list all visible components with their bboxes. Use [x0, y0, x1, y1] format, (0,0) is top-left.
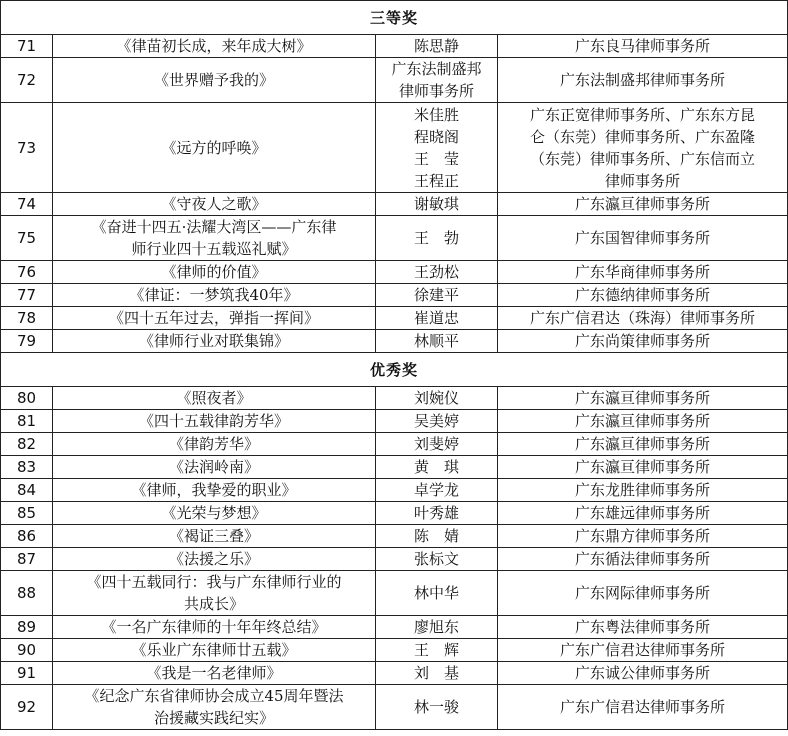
entry-number: 76: [1, 261, 53, 284]
entry-number: 74: [1, 193, 53, 216]
entry-author-line: 林一骏: [413, 698, 459, 716]
entry-firm: [498, 548, 788, 571]
table-row: [1, 330, 788, 353]
entry-title-line: 《光荣与梦想》: [161, 504, 267, 522]
entry-author-line: 王程正: [413, 171, 459, 190]
entry-firm: [498, 525, 788, 548]
table-row: [1, 502, 788, 525]
table-row: [1, 456, 788, 479]
entry-author-line: 陈 婧: [413, 527, 459, 545]
entry-title-line: 《律苗初长成，来年成大树》: [116, 37, 312, 55]
entry-number: 90: [1, 639, 53, 662]
entry-firm-line: 律师事务所: [605, 171, 681, 190]
table-row: [1, 387, 788, 410]
entry-firm-line: 广东鼎方律师事务所: [575, 527, 711, 545]
entry-author-line: 广东法制盛邦: [391, 60, 482, 78]
entry-number: 71: [1, 35, 53, 58]
entry-number: 83: [1, 456, 53, 479]
entry-number: 89: [1, 616, 53, 639]
entry-author: [376, 387, 498, 410]
entry-title: [53, 662, 376, 685]
entry-firm-line: 广东法制盛邦律师事务所: [560, 71, 726, 89]
entry-author: [376, 330, 498, 353]
entry-firm-line: 广东正宽律师事务所、广东东方昆: [530, 105, 756, 124]
entry-author: [376, 103, 498, 193]
entry-author: [376, 548, 498, 571]
entry-firm: [498, 410, 788, 433]
entry-author-line: 张标文: [413, 550, 459, 568]
entry-firm-line: 广东华商律师事务所: [575, 263, 711, 281]
entry-title: [53, 410, 376, 433]
entry-title: [53, 330, 376, 353]
entry-firm-line: 广东广信君达律师事务所: [560, 698, 726, 716]
entry-author-line: 刘 基: [413, 664, 459, 682]
entry-author-line: 黄 琪: [413, 458, 459, 476]
entry-author: [376, 571, 498, 616]
entry-number: 92: [1, 685, 53, 730]
entry-number: 78: [1, 307, 53, 330]
entry-author: [376, 639, 498, 662]
entry-author-line: 崔道忠: [413, 309, 459, 327]
entry-title-line: 共成长》: [183, 595, 244, 613]
entry-firm: [498, 387, 788, 410]
table-row: [1, 284, 788, 307]
entry-firm-line: 广东德纳律师事务所: [575, 286, 711, 304]
entry-author: [376, 35, 498, 58]
entry-author: [376, 685, 498, 730]
entry-title-line: 《一名广东律师的十年年终总结》: [101, 618, 327, 636]
entry-title: [53, 639, 376, 662]
entry-firm: [498, 456, 788, 479]
entry-author: [376, 502, 498, 525]
entry-author: [376, 193, 498, 216]
entry-firm-line: 广东循法律师事务所: [575, 550, 711, 568]
entry-firm: [498, 330, 788, 353]
entry-firm: [498, 479, 788, 502]
table-row: [1, 616, 788, 639]
entry-author-line: 吴美婷: [413, 412, 459, 430]
entry-title-line: 《乐业广东律师廿五载》: [131, 641, 297, 659]
entry-author-line: 刘斐婷: [413, 435, 459, 453]
entry-firm-line: 广东瀛亘律师事务所: [575, 195, 711, 213]
table-row: [1, 685, 788, 730]
table-row: [1, 35, 788, 58]
entry-title: [53, 548, 376, 571]
entry-firm: [498, 103, 788, 193]
entry-title-line: 《四十五载律韵芳华》: [138, 412, 289, 430]
entry-number: 75: [1, 216, 53, 261]
table-row: [1, 103, 788, 193]
table-row: [1, 58, 788, 103]
entry-title: [53, 193, 376, 216]
table-row: [1, 261, 788, 284]
entry-author-line: 王 莹: [413, 149, 459, 168]
entry-author: [376, 216, 498, 261]
table-row: [1, 662, 788, 685]
entry-number: 85: [1, 502, 53, 525]
entry-firm: [498, 502, 788, 525]
entry-title-line: 《律韵芳华》: [168, 435, 259, 453]
entry-author-line: 林顺平: [413, 332, 459, 350]
entry-author-line: 卓学龙: [413, 481, 459, 499]
entry-title: [53, 387, 376, 410]
entry-firm-line: 广东瀛亘律师事务所: [575, 412, 711, 430]
entry-author-line: 王 勃: [413, 229, 459, 247]
entry-firm: [498, 35, 788, 58]
entry-firm: [498, 261, 788, 284]
entry-title: [53, 571, 376, 616]
entry-title: [53, 479, 376, 502]
entry-title-line: 《远方的呼唤》: [161, 138, 267, 157]
entry-firm-line: 广东广信君达（珠海）律师事务所: [530, 309, 756, 327]
entry-title-line: 《褐证三叠》: [168, 527, 259, 545]
entry-title-line: 《法润岭南》: [168, 458, 259, 476]
entry-firm: [498, 307, 788, 330]
entry-number: 73: [1, 103, 53, 193]
entry-title: [53, 58, 376, 103]
entry-firm-line: 广东雄远律师事务所: [575, 504, 711, 522]
table-row: [1, 639, 788, 662]
entry-author: [376, 284, 498, 307]
entry-title: [53, 103, 376, 193]
entry-title: [53, 456, 376, 479]
entry-title-line: 《律师，我挚爱的职业》: [131, 481, 297, 499]
entry-author-line: 王劲松: [413, 263, 459, 281]
entry-firm: [498, 193, 788, 216]
table-row: [1, 548, 788, 571]
entry-title: [53, 685, 376, 730]
entry-author-line: 陈思静: [413, 37, 459, 55]
entry-author: [376, 433, 498, 456]
entry-author-line: 徐建平: [413, 286, 459, 304]
entry-author-line: 程晓阁: [413, 127, 459, 146]
entry-author: [376, 58, 498, 103]
entry-title: [53, 261, 376, 284]
entry-author: [376, 261, 498, 284]
entry-title: [53, 616, 376, 639]
entry-firm: [498, 639, 788, 662]
entry-firm-line: 广东粤法律师事务所: [575, 618, 711, 636]
entry-firm-line: 广东尚策律师事务所: [575, 332, 711, 350]
entry-title-line: 《奋进十四五·法耀大湾区——广东律: [91, 218, 337, 236]
entry-firm-line: 广东广信君达律师事务所: [560, 641, 726, 659]
entry-firm-line: 广东诚公律师事务所: [575, 664, 711, 682]
entry-title-line: 《律师的价值》: [161, 263, 267, 281]
entry-author: [376, 410, 498, 433]
entry-firm: [498, 216, 788, 261]
entry-number: 77: [1, 284, 53, 307]
entry-number: 80: [1, 387, 53, 410]
entry-title: [53, 502, 376, 525]
awards-table-body: [1, 1, 788, 730]
entry-title-line: 《守夜人之歌》: [161, 195, 267, 213]
table-row: [1, 307, 788, 330]
entry-author-line: 叶秀雄: [413, 504, 459, 522]
table-row: [1, 525, 788, 548]
table-row: [1, 216, 788, 261]
entry-author: [376, 662, 498, 685]
entry-author: [376, 616, 498, 639]
entry-title: [53, 216, 376, 261]
entry-title: [53, 433, 376, 456]
entry-number: 72: [1, 58, 53, 103]
entry-number: 81: [1, 410, 53, 433]
entry-firm-line: 广东瀛亘律师事务所: [575, 389, 711, 407]
entry-title-line: 《纪念广东省律师协会成立45周年暨法: [84, 687, 344, 705]
section-header-row: [1, 1, 788, 35]
entry-title: [53, 284, 376, 307]
entry-number: 88: [1, 571, 53, 616]
section-title: 三等奖: [1, 1, 788, 35]
entry-title-line: 《照夜者》: [176, 389, 252, 407]
entry-title-line: 《世界赠予我的》: [153, 71, 274, 89]
entry-author: [376, 479, 498, 502]
entry-title: [53, 525, 376, 548]
entry-number: 86: [1, 525, 53, 548]
entry-title-line: 《律证：一梦筑我40年》: [129, 286, 299, 304]
entry-number: 84: [1, 479, 53, 502]
entry-firm-line: 仑（东莞）律师事务所、广东盈隆: [530, 127, 756, 146]
entry-number: 82: [1, 433, 53, 456]
entry-author-line: 王 辉: [413, 641, 459, 659]
entry-firm-line: 广东网际律师事务所: [575, 584, 711, 602]
table-row: [1, 479, 788, 502]
table-row: [1, 410, 788, 433]
entry-title-line: 治援藏实践纪实》: [153, 709, 274, 727]
entry-author-line: 林中华: [413, 584, 459, 602]
table-row: [1, 433, 788, 456]
section-title: 优秀奖: [1, 353, 788, 387]
entry-firm-line: 广东瀛亘律师事务所: [575, 435, 711, 453]
entry-title: [53, 35, 376, 58]
entry-author-line: 廖旭东: [413, 618, 459, 636]
entry-author: [376, 525, 498, 548]
entry-author-line: 刘婉仪: [413, 389, 459, 407]
entry-title-line: 师行业四十五载巡礼赋》: [131, 240, 297, 258]
entry-author: [376, 307, 498, 330]
entry-firm: [498, 58, 788, 103]
entry-firm-line: 广东龙胜律师事务所: [575, 481, 711, 499]
table-row: [1, 193, 788, 216]
entry-firm: [498, 685, 788, 730]
entry-title: [53, 307, 376, 330]
entry-title-line: 《法援之乐》: [168, 550, 259, 568]
entry-firm: [498, 433, 788, 456]
entry-title-line: 《四十五年过去，弹指一挥间》: [108, 309, 319, 327]
entry-title-line: 《我是一名老律师》: [146, 664, 282, 682]
entry-title-line: 《四十五载同行：我与广东律师行业的: [86, 573, 342, 591]
entry-author-line: 米佳胜: [413, 105, 459, 124]
entry-number: 91: [1, 662, 53, 685]
entry-firm: [498, 284, 788, 307]
entry-firm-line: 广东瀛亘律师事务所: [575, 458, 711, 476]
entry-firm: [498, 616, 788, 639]
entry-author-line: 律师事务所: [398, 82, 474, 100]
entry-firm-line: 广东良马律师事务所: [575, 37, 711, 55]
table-row: [1, 571, 788, 616]
section-header-row: [1, 353, 788, 387]
entry-title-line: 《律师行业对联集锦》: [138, 332, 289, 350]
entry-firm: [498, 662, 788, 685]
entry-firm: [498, 571, 788, 616]
entry-firm-line: （东莞）律师事务所、广东信而立: [530, 149, 756, 168]
entry-number: 87: [1, 548, 53, 571]
entry-author-line: 谢敏琪: [413, 195, 459, 213]
entry-number: 79: [1, 330, 53, 353]
entry-firm-line: 广东国智律师事务所: [575, 229, 711, 247]
entry-author: [376, 456, 498, 479]
